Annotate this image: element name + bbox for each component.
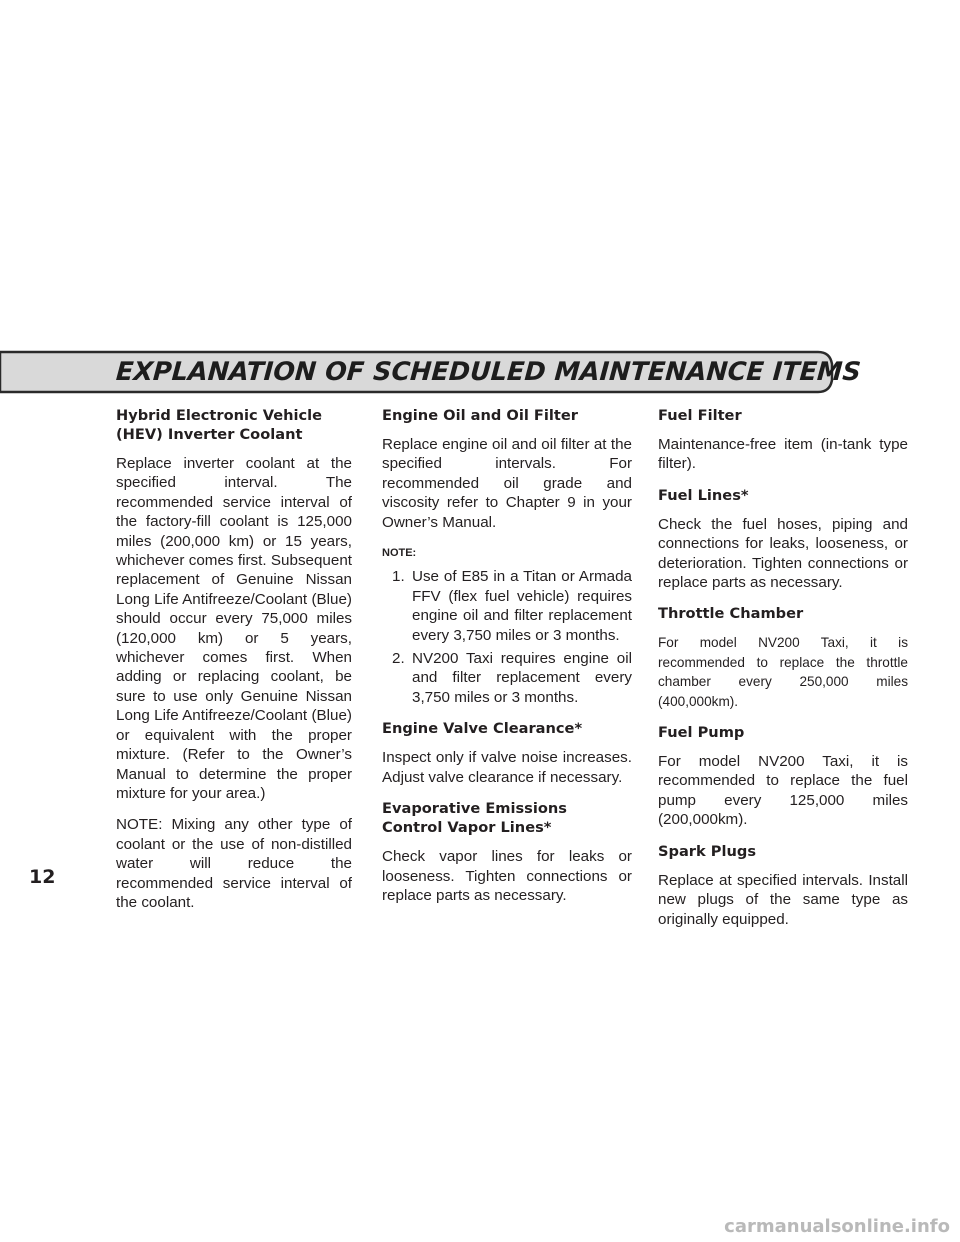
watermark: carmanualsonline.info — [724, 1216, 950, 1237]
column-right — [658, 406, 908, 941]
paragraph-fuel-lines: Check the fuel hoses, piping and connections for leaks, looseness, or deterioration. Tighten connections or replace parts as necessary. — [658, 515, 908, 592]
heading-fuel-filter: Fuel Filter — [658, 407, 742, 424]
paragraph-coolant-note: NOTE: Mixing any other type of coolant or the use of non-distilled water will reduce the recommended service interval of the coolant. — [116, 816, 352, 911]
paragraph-throttle-chamber: For model NV200 Taxi, it is recommended to replace the throttle chamber every 250,000 miles (400,000km). — [658, 635, 908, 709]
note-list — [382, 567, 632, 707]
paragraph-valve-clearance: Inspect only if valve noise increases. Adjust valve clearance if necessary. — [382, 749, 632, 786]
page-number: 12 — [29, 866, 56, 888]
heading-engine-valve-clearance: Engine Valve Clearance* — [382, 720, 583, 738]
list-item-text: Use of E85 in a Titan or Armada FFV (flex fuel vehicle) requires engine oil and filter replacement every 3,750 miles or 3 months. — [412, 568, 632, 644]
column-left — [116, 406, 352, 924]
heading-hev-inverter-coolant: Hybrid Electronic Vehicle (HEV) Inverter Coolant — [116, 407, 323, 443]
list-item — [382, 649, 632, 707]
heading-fuel-pump: Fuel Pump — [658, 724, 745, 742]
heading-engine-oil: Engine Oil and Oil Filter — [382, 407, 578, 424]
paragraph-inverter-coolant: Replace inverter coolant at the specified interval. The recommended service interval of the factory-fill coolant is 125,000 miles (200,000 km) or 15 years, whichever comes first. Subsequent replacement of Genuine Nissan Long Life Antifreeze/Coolant (Blue) should occur every 75,000 miles (120,000 km) or 5 years, whichever comes first. When adding or replacing coolant, be sure to use only Genuine Nissan Long Life Antifreeze/Coolant (Blue) or equivalent with the proper mixture. (Refer to the Owner’s Manual to determine the proper mixture for your area.) — [116, 455, 352, 802]
paragraph-vapor-lines: Check vapor lines for leaks or looseness. Tighten connections or replace parts as necessary. — [382, 848, 632, 904]
column-middle — [382, 406, 632, 917]
paragraph-engine-oil: Replace engine oil and oil filter at the specified intervals. For recommended oil grade and viscosity refer to Chapter 9 in your Owner’s Manual. — [382, 436, 632, 531]
list-item-number: 1. — [392, 568, 405, 586]
paragraph-spark-plugs: Replace at specified intervals. Install new plugs of the same type as originally equipped. — [658, 871, 908, 928]
banner-title: EXPLANATION OF SCHEDULED MAINTENANCE ITEMS — [114, 357, 862, 387]
note-label: NOTE: — [382, 547, 417, 560]
heading-evap-emissions: Evaporative Emissions Control Vapor Lines* — [382, 800, 567, 837]
heading-fuel-lines: Fuel Lines* — [658, 486, 749, 504]
section-banner — [0, 350, 862, 394]
list-item — [382, 567, 632, 645]
heading-spark-plugs: Spark Plugs — [658, 842, 757, 860]
list-item-text: NV200 Taxi requires engine oil and filter replacement every 3,750 miles or 3 months. — [412, 650, 632, 706]
list-item-number: 2. — [392, 650, 405, 668]
paragraph-fuel-pump: For model NV200 Taxi, it is recommended to replace the fuel pump every 125,000 miles (200,000km). — [658, 753, 908, 829]
paragraph-fuel-filter: Maintenance-free item (in-tank type filter). — [658, 436, 908, 473]
heading-throttle-chamber: Throttle Chamber — [658, 605, 804, 623]
